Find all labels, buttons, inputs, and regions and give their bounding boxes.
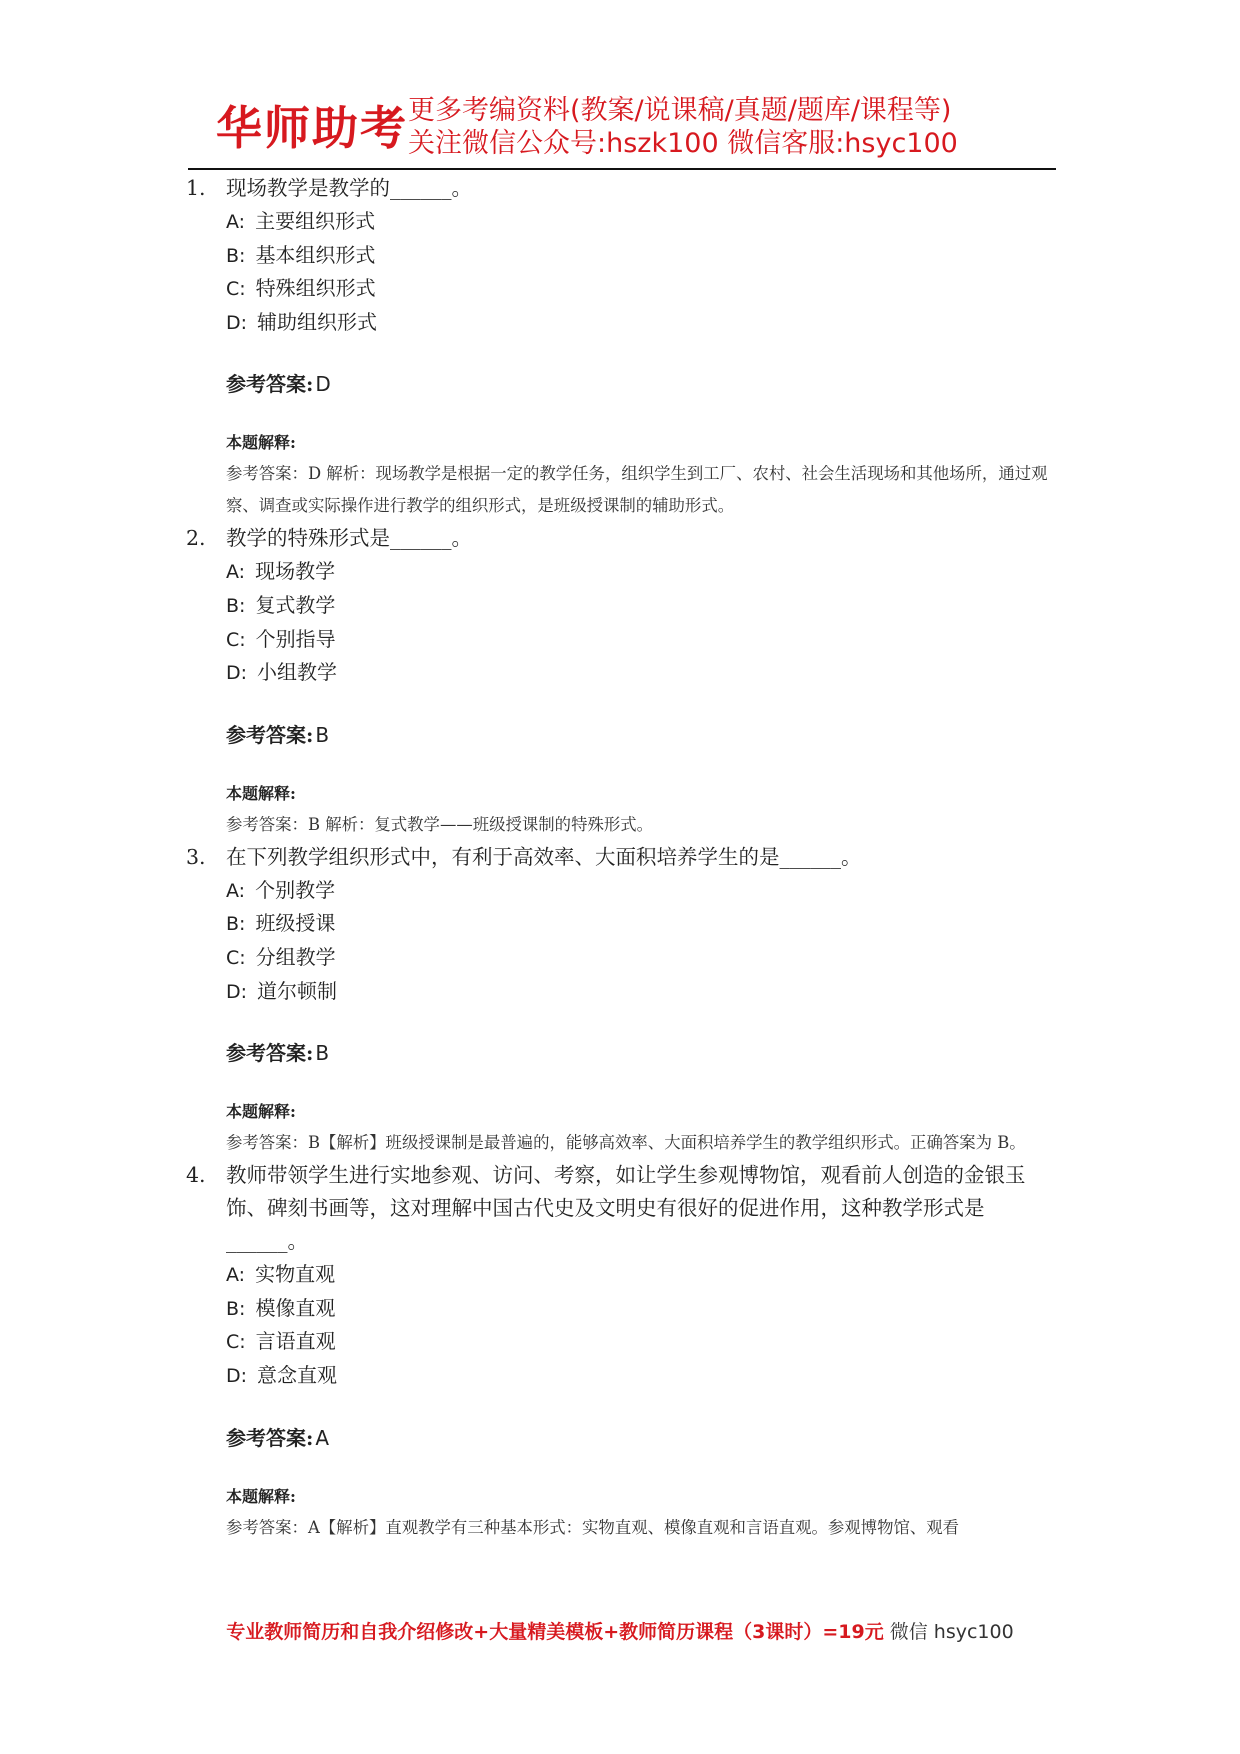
option-c	[226, 272, 1056, 306]
page-footer	[0, 1617, 1240, 1644]
option-list	[186, 555, 1056, 689]
option-text: 意念直观	[257, 1362, 338, 1387]
explanation-label: 本题解释:	[226, 1486, 296, 1506]
option-c	[226, 1325, 1056, 1359]
option-d	[226, 306, 1056, 340]
option-a	[226, 874, 1056, 908]
question-number: 2.	[186, 526, 206, 551]
header-promo	[408, 94, 958, 160]
option-key: A:	[226, 211, 246, 233]
option-b	[226, 239, 1056, 273]
answer-label: 参考答案:	[226, 1425, 314, 1450]
option-d	[226, 1359, 1056, 1393]
question-4	[186, 1159, 1056, 1543]
footer-promo: 专业教师简历和自我介绍修改+大量精美模板+教师简历课程（3课时）=19元	[226, 1621, 884, 1643]
option-b	[226, 1292, 1056, 1326]
option-text: 主要组织形式	[255, 209, 376, 233]
option-text: 复式教学	[255, 592, 336, 617]
option-key: C:	[226, 278, 246, 301]
question-text: 教师带领学生进行实地参观、访问、考察，如让学生参观博物馆，观看前人创造的金银玉饰、碑刻书画等，这对理解中国古代史及文明史有很好的促进作用，这种教学形式是______。	[226, 1163, 1026, 1254]
question-text: 在下列教学组织形式中，有利于高效率、大面积培养学生的是______。	[226, 844, 862, 869]
question-3	[186, 841, 1056, 1159]
page-header	[188, 88, 1058, 168]
question-2	[186, 522, 1056, 840]
option-text: 特殊组织形式	[255, 276, 376, 301]
answer	[186, 1038, 1056, 1068]
answer-value: B	[315, 722, 330, 747]
option-c	[226, 623, 1056, 657]
option-key: A:	[226, 561, 246, 584]
question-stem	[186, 841, 1056, 874]
option-key: A:	[226, 879, 246, 902]
option-text: 现场教学	[255, 559, 336, 584]
question-text: 教学的特殊形式是______。	[226, 526, 472, 551]
question-1	[186, 172, 1056, 522]
option-text: 实物直观	[255, 1262, 336, 1287]
explanation-text: 参考答案：D 解析：现场教学是根据一定的教学任务，组织学生到工厂、农村、社会生活现场和其他场所，通过观察、调查或实际操作进行教学的组织形式，是班级授课制的辅助形式。	[226, 464, 1048, 516]
answer-value: B	[315, 1041, 330, 1066]
option-c	[226, 941, 1056, 975]
option-list	[186, 205, 1056, 339]
answer-value: A	[315, 1425, 330, 1450]
header-promo-line-2: 关注微信公众号:hszk100 微信客服:hsyc100	[408, 128, 958, 159]
answer	[186, 720, 1056, 750]
option-a	[226, 555, 1056, 589]
option-text: 模像直观	[255, 1295, 336, 1320]
option-key: D:	[226, 980, 248, 1003]
option-key: C:	[226, 946, 246, 969]
option-list	[186, 1258, 1056, 1392]
header-promo-line-1: 更多考编资料(教案/说课稿/真题/题库/课程等)	[408, 95, 952, 126]
question-list	[186, 172, 1056, 1544]
option-key: B:	[226, 913, 246, 936]
question-number: 3.	[186, 844, 206, 869]
option-text: 基本组织形式	[255, 242, 376, 267]
option-text: 小组教学	[257, 660, 338, 685]
option-key: B:	[226, 1297, 246, 1320]
brand-logo: 华师助考	[216, 101, 408, 155]
explanation-text: 参考答案：A【解析】直观教学有三种基本形式：实物直观、模像直观和言语直观。参观博物馆、观看	[226, 1517, 960, 1537]
answer	[186, 1423, 1056, 1453]
option-key: C:	[226, 1331, 246, 1354]
option-key: D:	[226, 311, 248, 334]
option-b	[226, 907, 1056, 941]
explanation-label: 本题解释:	[226, 433, 296, 453]
question-number: 1.	[186, 176, 206, 200]
answer-label: 参考答案:	[226, 1041, 314, 1066]
option-text: 分组教学	[255, 944, 336, 969]
option-text: 班级授课	[255, 911, 336, 936]
option-key: C:	[226, 628, 246, 651]
explanation-label: 本题解释:	[226, 1102, 296, 1122]
explanation-label: 本题解释:	[226, 783, 296, 803]
option-key: A:	[226, 1264, 246, 1287]
answer-value: D	[315, 372, 331, 397]
option-key: B:	[226, 244, 246, 267]
option-list	[186, 874, 1056, 1008]
question-text: 现场教学是教学的______。	[226, 176, 472, 200]
option-key: D:	[226, 1364, 248, 1387]
option-text: 道尔顿制	[257, 978, 338, 1003]
answer	[186, 369, 1056, 399]
question-number: 4.	[186, 1163, 206, 1188]
answer-label: 参考答案:	[226, 372, 314, 397]
question-stem	[186, 172, 1056, 205]
footer-contact: 微信 hsyc100	[889, 1621, 1014, 1643]
option-a	[226, 205, 1056, 239]
explanation-text: 参考答案：B 解析：复式教学——班级授课制的特殊形式。	[226, 814, 654, 834]
option-text: 辅助组织形式	[257, 309, 378, 334]
header-divider	[188, 168, 1056, 170]
question-stem	[186, 522, 1056, 555]
option-key: B:	[226, 594, 246, 617]
option-text: 个别教学	[255, 877, 336, 902]
option-text: 言语直观	[255, 1329, 336, 1354]
option-d	[226, 656, 1056, 690]
option-d	[226, 975, 1056, 1009]
option-a	[226, 1258, 1056, 1292]
explanation-text: 参考答案：B【解析】班级授课制是最普遍的，能够高效率、大面积培养学生的教学组织形式。正确答案为 B。	[226, 1133, 1026, 1153]
option-text: 个别指导	[255, 626, 336, 651]
answer-label: 参考答案:	[226, 722, 314, 747]
option-b	[226, 589, 1056, 623]
option-key: D:	[226, 662, 248, 685]
question-stem	[186, 1159, 1056, 1258]
